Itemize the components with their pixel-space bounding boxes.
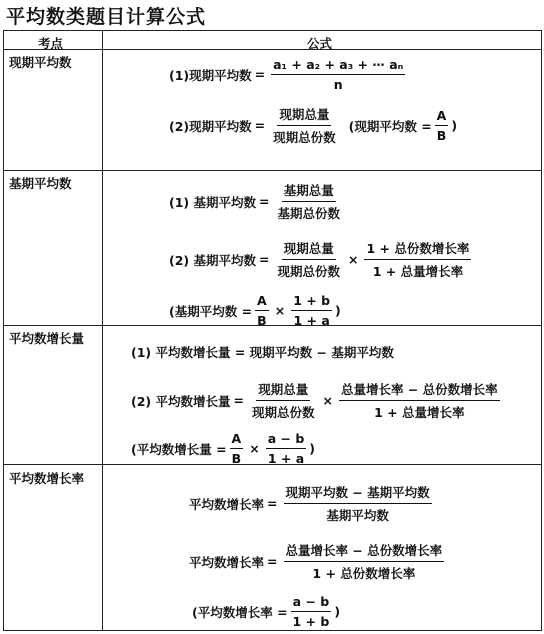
numerator: a₁ + a₂ + a₃ + ⋯ aₙ bbox=[271, 57, 405, 75]
equals-sign: = bbox=[267, 496, 278, 511]
formula-text: (1) 平均数增长量 = 现期平均数 − 基期平均数 bbox=[131, 345, 394, 360]
fraction bbox=[364, 239, 471, 280]
formula-label: (2)现期平均数 bbox=[169, 118, 252, 134]
formula-label: (1)现期平均数 bbox=[169, 67, 252, 83]
equals-sign: = bbox=[258, 252, 270, 267]
fraction bbox=[250, 380, 317, 421]
note-close: ) bbox=[335, 303, 341, 318]
note-close: ) bbox=[451, 118, 458, 133]
numerator: A bbox=[435, 108, 449, 126]
numerator: a − b bbox=[266, 431, 307, 449]
formula-base-average-2 bbox=[169, 239, 474, 280]
note-open: (基期平均数 = bbox=[169, 303, 253, 319]
equals-sign: = bbox=[233, 393, 244, 408]
denominator: 现期总份数 bbox=[273, 130, 336, 145]
formula-average-increment-3 bbox=[131, 431, 315, 466]
formula-base-average-1 bbox=[169, 181, 345, 222]
note-open: (平均数增长量 = bbox=[131, 441, 227, 457]
category-average-increment: 平均数增长量 bbox=[9, 331, 85, 346]
numerator: 现期总量 bbox=[282, 239, 336, 260]
times-sign: × bbox=[322, 393, 333, 408]
denominator: B bbox=[257, 313, 267, 328]
denominator: 1 + a bbox=[293, 313, 330, 328]
header-formula: 公式 bbox=[307, 36, 333, 51]
category-current-average: 现期平均数 bbox=[9, 55, 72, 70]
numerator: 总量增长率 − 总份数增长率 bbox=[284, 541, 445, 562]
denominator: 1 + 总量增长率 bbox=[374, 405, 465, 420]
formula-base-average-3 bbox=[169, 293, 341, 328]
denominator: n bbox=[333, 77, 343, 92]
row-divider bbox=[4, 170, 541, 171]
category-base-average: 基期平均数 bbox=[9, 176, 72, 191]
header-divider bbox=[4, 49, 541, 50]
formula-average-growth-rate-3 bbox=[192, 594, 340, 629]
note-close: ) bbox=[309, 441, 315, 456]
denominator: 基期平均数 bbox=[326, 508, 389, 523]
denominator: 1 + 总量增长率 bbox=[372, 264, 464, 279]
denominator: B bbox=[436, 128, 447, 143]
denominator: 1 + a bbox=[267, 451, 305, 466]
note-open: (现期平均数 = bbox=[348, 118, 432, 134]
category-average-growth-rate: 平均数增长率 bbox=[9, 471, 85, 486]
denominator: 现期总份数 bbox=[251, 405, 315, 420]
formula-current-average-2 bbox=[169, 105, 457, 146]
formula-average-increment-1 bbox=[131, 343, 394, 361]
note-close: ) bbox=[334, 604, 341, 619]
formula-current-average-1 bbox=[169, 57, 408, 92]
formula-average-growth-rate-2 bbox=[189, 541, 447, 582]
column-divider bbox=[102, 31, 103, 630]
formula-average-increment-2 bbox=[131, 380, 503, 421]
times-sign: × bbox=[347, 252, 359, 267]
denominator: B bbox=[231, 451, 242, 466]
header-topic: 考点 bbox=[38, 36, 64, 51]
formula-label: (1) 基期平均数 bbox=[169, 194, 256, 210]
fraction bbox=[435, 108, 449, 143]
numerator: a − b bbox=[291, 594, 332, 612]
formula-average-growth-rate-1 bbox=[189, 483, 435, 524]
numerator: 总量增长率 − 总份数增长率 bbox=[339, 380, 500, 401]
fraction bbox=[284, 541, 445, 582]
note-open: (平均数增长率 = bbox=[192, 604, 288, 620]
page-title: 平均数类题目计算公式 bbox=[6, 6, 207, 28]
denominator: 基期总份数 bbox=[277, 206, 340, 221]
formula-label: (2) 基期平均数 bbox=[169, 252, 256, 268]
numerator: 1 + 总份数增长率 bbox=[364, 239, 471, 260]
equals-sign: = bbox=[254, 67, 266, 82]
formula-label: 平均数增长率 bbox=[189, 496, 265, 512]
equals-sign: = bbox=[267, 554, 278, 569]
numerator: A bbox=[255, 293, 269, 311]
fraction bbox=[284, 483, 432, 524]
fraction bbox=[271, 57, 405, 92]
fraction bbox=[291, 293, 332, 328]
denominator: 1 + b bbox=[292, 614, 330, 629]
formula-table bbox=[3, 30, 542, 631]
numerator: 现期平均数 − 基期平均数 bbox=[284, 483, 432, 504]
numerator: 现期总量 bbox=[277, 105, 331, 126]
numerator: 现期总量 bbox=[256, 380, 310, 401]
formula-label: (2) 平均数增长量 bbox=[131, 393, 231, 409]
fraction bbox=[271, 105, 338, 146]
numerator: 1 + b bbox=[291, 293, 332, 311]
formula-label: 平均数增长率 bbox=[189, 554, 265, 570]
fraction bbox=[266, 431, 307, 466]
equals-sign: = bbox=[258, 194, 270, 209]
denominator: 1 + 总份数增长率 bbox=[312, 566, 416, 581]
times-sign: × bbox=[249, 441, 260, 456]
fraction bbox=[255, 293, 269, 328]
fraction bbox=[291, 594, 332, 629]
times-sign: × bbox=[274, 303, 286, 318]
fraction bbox=[339, 380, 500, 421]
numerator: 基期总量 bbox=[282, 181, 336, 202]
fraction bbox=[230, 431, 244, 466]
fraction bbox=[275, 181, 342, 222]
denominator: 现期总份数 bbox=[277, 264, 340, 279]
numerator: A bbox=[230, 431, 244, 449]
equals-sign: = bbox=[254, 118, 266, 133]
fraction bbox=[275, 239, 342, 280]
